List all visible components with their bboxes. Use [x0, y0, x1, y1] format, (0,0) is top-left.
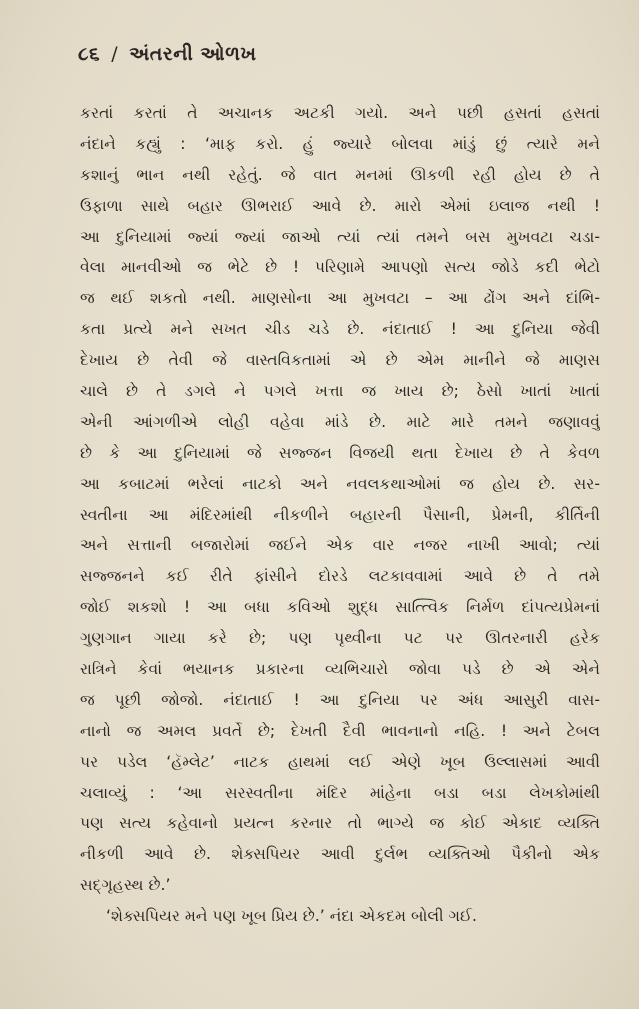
text-line: ચલાવ્યું : ‘આ સરસ્વતીના મંદિર માંહેના બડા બડા લેખકોમાંથી [80, 783, 600, 802]
text-line: સજ્જનને કઈ રીતે ફાંસીને દોરડે લટકાવવામાં આવે છે તે તમે [80, 567, 600, 586]
text-line: અને સત્તાની બજારોમાં જઈને એક વાર નજર નાખી આવો; ત્યાં [80, 536, 600, 555]
text-line: કતા પ્રત્યે મને સખત ચીડ ચડે છે. નંદાતાઈ ! આ દુનિયા જેવી [80, 320, 600, 339]
text-line: કરતાં કરતાં તે અચાનક અટકી ગયો. અને પછી હસતાં હસતાં [80, 104, 600, 122]
text-line: ઉફાળા સાથે બહાર ઊભરાઈ આવે છે. મારો એમાં ઇલાજ નથી ! [80, 196, 600, 215]
text-line: વેલા માનવીઓ જ ભેટે છે ! પરિણામે આપણો સત્ય જોડે કદી ભેટો [80, 258, 600, 277]
text-line: એની આંગળીએ લોહી વહેવા માંડે છે. માટે મારે તમને જણાવવું [80, 412, 600, 431]
running-header [78, 43, 257, 65]
text-line: દેખાય છે તેવી જે વાસ્તવિકતામાં એ છે એમ માનીને જે માણસ [80, 351, 600, 370]
text-line: ગુણગાન ગાયા કરે છે; પણ પૃથ્વીના પટ પર ઊતરનારી હરેક [80, 629, 600, 648]
text-line: આ દુનિયામાં જ્યાં જ્યાં જાઓ ત્યાં ત્યાં તમને બસ મુખવટા ચડા- [80, 227, 600, 246]
text-line: આ કબાટમાં ભરેલાં નાટકો અને નવલકથાઓમાં જ હોય છે. સર- [80, 474, 600, 493]
text-line: રાત્રિને કેવાં ભયાનક પ્રકારના વ્યભિચારો જોવા પડે છે એ એને [80, 660, 600, 679]
text-line: સદ્‌ગૃહસ્થ છે.’ [80, 876, 171, 895]
header-separator: / [111, 43, 119, 65]
text-line: ચાલે છે તે ડગલે ને પગલે ખત્તા જ ખાય છે; ઠેસો ખાતાં ખાતાં [80, 382, 600, 401]
paragraph [80, 98, 600, 901]
paragraph [80, 901, 600, 932]
text-line: નાનો જ અમલ પ્રવર્તે છે; દેખતી દૈવી ભાવનાનો નહિ. ! અને ટેબલ [80, 721, 600, 740]
body-text [80, 98, 600, 932]
text-line: કશાનું ભાન નથી રહેતું. જે વાત મનમાં ઊકળી રહી હોય છે તે [80, 165, 600, 184]
text-line: છે કે આ દુનિયામાં જે સજ્જન વિજયી થતા દેખાય છે તે કેવળ [80, 443, 600, 462]
text-line: સ્વતીના આ મંદિરમાંથી નીકળીને બહારની પૈસાની, પ્રેમની, કીર્તિની [80, 505, 600, 524]
text-line: જ થઈ શકતો નથી. માણસોના આ મુખવટા – આ ઢોંગ અને દાંભિ- [80, 289, 600, 308]
text-line: નંદાને કહ્યું : ‘માફ કરો. હું જ્યારે બોલવા માંડું છું ત્યારે મને [80, 134, 600, 153]
text-line: નીકળી આવે છે. શેક્સપિયર આવી દુર્લભ વ્યક્તિઓ પૈકીનો એક [80, 845, 600, 864]
text-line: પર પડેલ ‘હૅમ્લેટ’ નાટક હાથમાં લઈ એણે ખૂબ ઉલ્લાસમાં આવી [80, 752, 600, 771]
book-title: અંતરની ઓળખ [129, 43, 257, 65]
text-line: જોઈ શકશો ! આ બધા કવિઓ શુદ્ધ સાત્ત્વિક નિર્મળ દાંપત્યપ્રેમનાં [80, 598, 600, 617]
page-number: ૮૬ [78, 43, 101, 65]
text-line: જ પૂછી જોજો. નંદાતાઈ ! આ દુનિયા પર અંધ આસુરી વાસ- [80, 690, 600, 709]
text-line: પણ સત્ય કહેવાનો પ્રયત્ન કરનાર તો ભાગ્યે જ કોઈ એકાદ વ્યક્તિ [80, 814, 600, 833]
text-line: ‘શેક્સપિયર મને પણ ખૂબ પ્રિય છે.’ નંદા એકદમ બોલી ગઈ. [106, 907, 477, 926]
